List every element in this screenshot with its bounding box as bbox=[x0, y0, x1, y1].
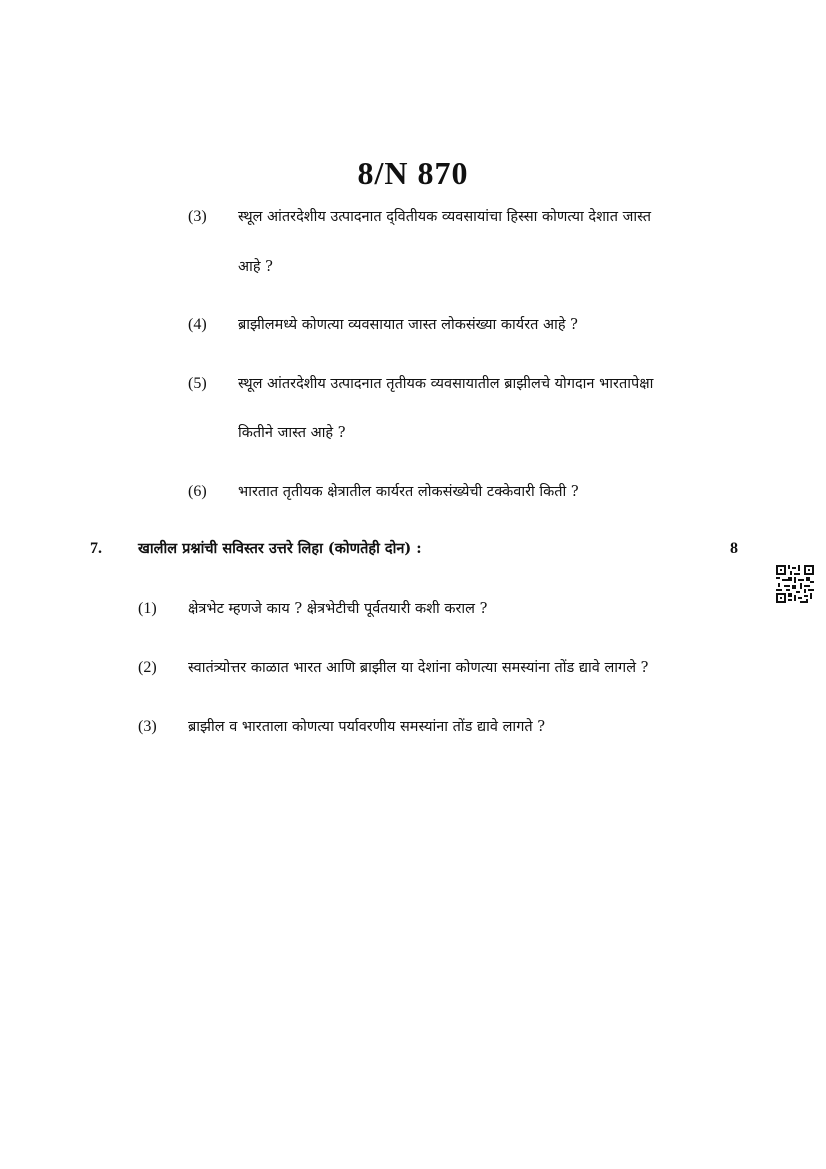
question-text: स्वातंत्र्योत्तर काळात भारत आणि ब्राझील या देशांना कोणत्या समस्यांना तोंड द्यावे लागले ? bbox=[188, 660, 649, 676]
question-number: (2) bbox=[138, 659, 157, 676]
qr-code-icon bbox=[776, 565, 814, 603]
page-code-header: 8/N 870 bbox=[357, 155, 469, 191]
question-number: (3) bbox=[188, 208, 207, 225]
question-number: (4) bbox=[188, 316, 207, 333]
question-text-continued: कितीने जास्त आहे ? bbox=[238, 425, 346, 441]
question-text: स्थूल आंतरदेशीय उत्पादनात तृतीयक व्यवसायातील ब्राझीलचे योगदान भारतापेक्षा bbox=[238, 376, 654, 392]
question-text: ब्राझील व भारताला कोणत्या पर्यावरणीय समस्यांना तोंड द्यावे लागते ? bbox=[188, 719, 546, 735]
question-text: स्थूल आंतरदेशीय उत्पादनात द्‌वितीयक व्यवसायांचा हिस्सा कोणत्या देशात जास्त bbox=[238, 209, 651, 225]
question-text: भारतात तृतीयक क्षेत्रातील कार्यरत लोकसंख्येची टक्केवारी किती ? bbox=[238, 484, 579, 500]
question-number: 7. bbox=[90, 540, 102, 557]
question-text: ब्राझीलमध्ये कोणत्या व्यवसायात जास्त लोकसंख्या कार्यरत आहे ? bbox=[238, 317, 578, 333]
question-text: क्षेत्रभेट म्हणजे काय ? क्षेत्रभेटीची पूर्वतयारी कशी कराल ? bbox=[188, 601, 488, 617]
question-number: (6) bbox=[188, 483, 207, 500]
question-title: खालील प्रश्नांची सविस्तर उत्तरे लिहा (कोणतेही दोन) : bbox=[138, 540, 422, 557]
marks: 8 bbox=[730, 540, 738, 557]
question-number: (3) bbox=[138, 718, 157, 735]
question-number: (5) bbox=[188, 375, 207, 392]
question-number: (1) bbox=[138, 600, 157, 617]
question-text-continued: आहे ? bbox=[238, 259, 273, 275]
